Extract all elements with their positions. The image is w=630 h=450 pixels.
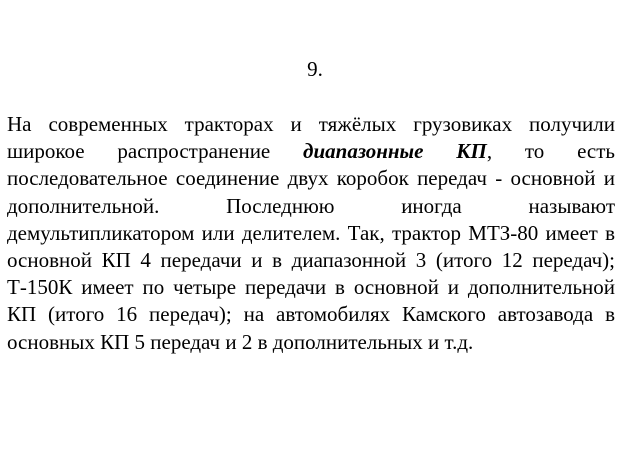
- paragraph-text-start: На современных тракторах и тяжёлых грузовиках получили широкое распространение: [7, 112, 615, 164]
- emphasized-term: диапазонные КП: [303, 139, 487, 164]
- section-number-heading: 9.: [307, 57, 323, 81]
- paragraph-text-end: , то есть последовательное соединение двух коробок передач - основной и дополнительной. Последнюю иногда называют демультипликатором или делителем. Так, трактор МТЗ-80 имеет в основной КП 4 передачи и в диапазонной 3 (итого 12 передач); Т-150К имеет по четыре передачи в основной и дополнительной КП (итого 16 передач); на автомобилях Камского автозавода в основных КП 5 передач и 2 в дополнительных и т.д.: [7, 139, 615, 354]
- body-paragraph: [7, 111, 615, 356]
